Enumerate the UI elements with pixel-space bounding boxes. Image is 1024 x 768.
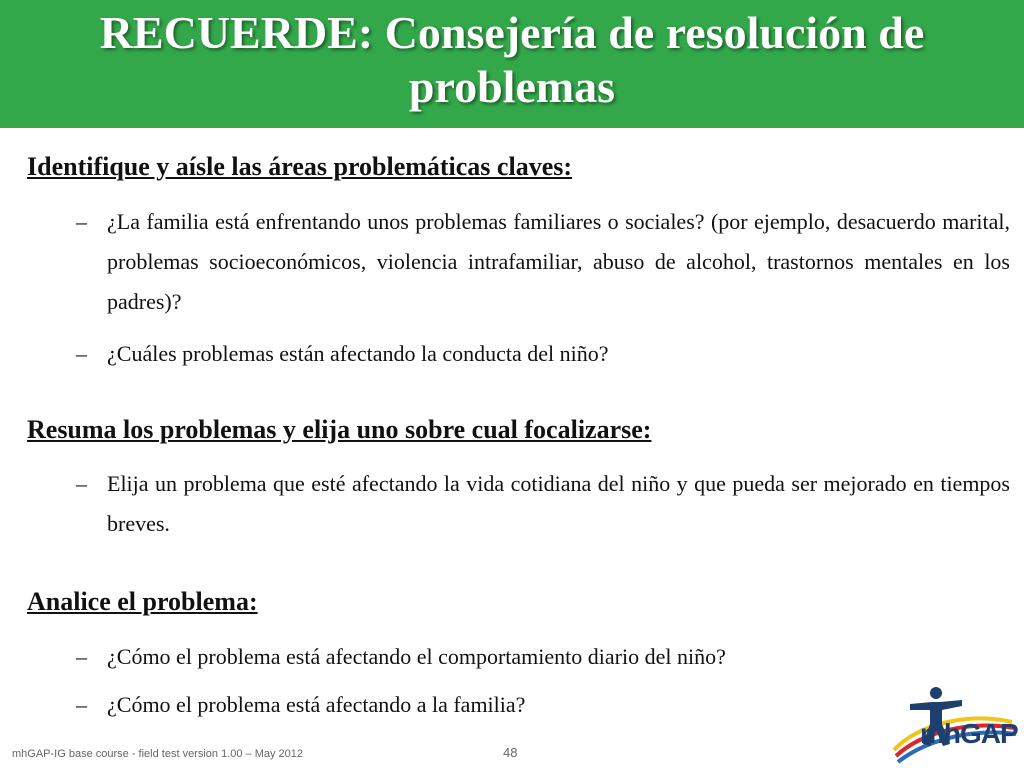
logo-wordmark: mhGAP — [920, 718, 1018, 749]
bullet-item — [76, 334, 1010, 374]
dash-marker: – — [76, 471, 87, 496]
bullet-text: ¿La familia está enfrentando unos problemas familiares o sociales? (por ejemplo, desacuerdo marital, problemas socioeconómicos, violencia intrafamiliar, abuso de alcohol, trastornos mentales en los padres)? — [107, 209, 1010, 314]
footer-text: mhGAP-IG base course - field test version 1.00 – May 2012 — [12, 748, 304, 760]
bullet-item — [76, 464, 1010, 544]
section-heading-analyze: Analice el problema: — [27, 587, 258, 616]
bullet-text: Elija un problema que esté afectando la vida cotidiana del niño y que pueda ser mejorado en tiempos breves. — [107, 471, 1010, 536]
bullet-text: ¿Cuáles problemas están afectando la conducta del niño? — [107, 341, 609, 366]
bullet-text: ¿Cómo el problema está afectando el comportamiento diario del niño? — [107, 644, 726, 669]
bullet-item — [76, 637, 1010, 677]
page-number: 48 — [503, 745, 518, 760]
dash-marker: – — [76, 692, 87, 717]
slide-title: RECUERDE: Consejería de resolución de problemas — [99, 7, 925, 112]
dash-marker: – — [76, 209, 87, 234]
bullet-item — [76, 202, 1010, 322]
bullet-text: ¿Cómo el problema está afectando a la familia? — [107, 692, 526, 717]
bullet-item — [76, 685, 1010, 725]
section-heading-identify: Identifique y aísle las áreas problemáticas claves: — [27, 152, 573, 181]
title-banner — [0, 0, 1024, 128]
dash-marker: – — [76, 341, 87, 366]
dash-marker: – — [76, 644, 87, 669]
section-heading-summarize: Resuma los problemas y elija uno sobre cual focalizarse: — [27, 415, 652, 444]
